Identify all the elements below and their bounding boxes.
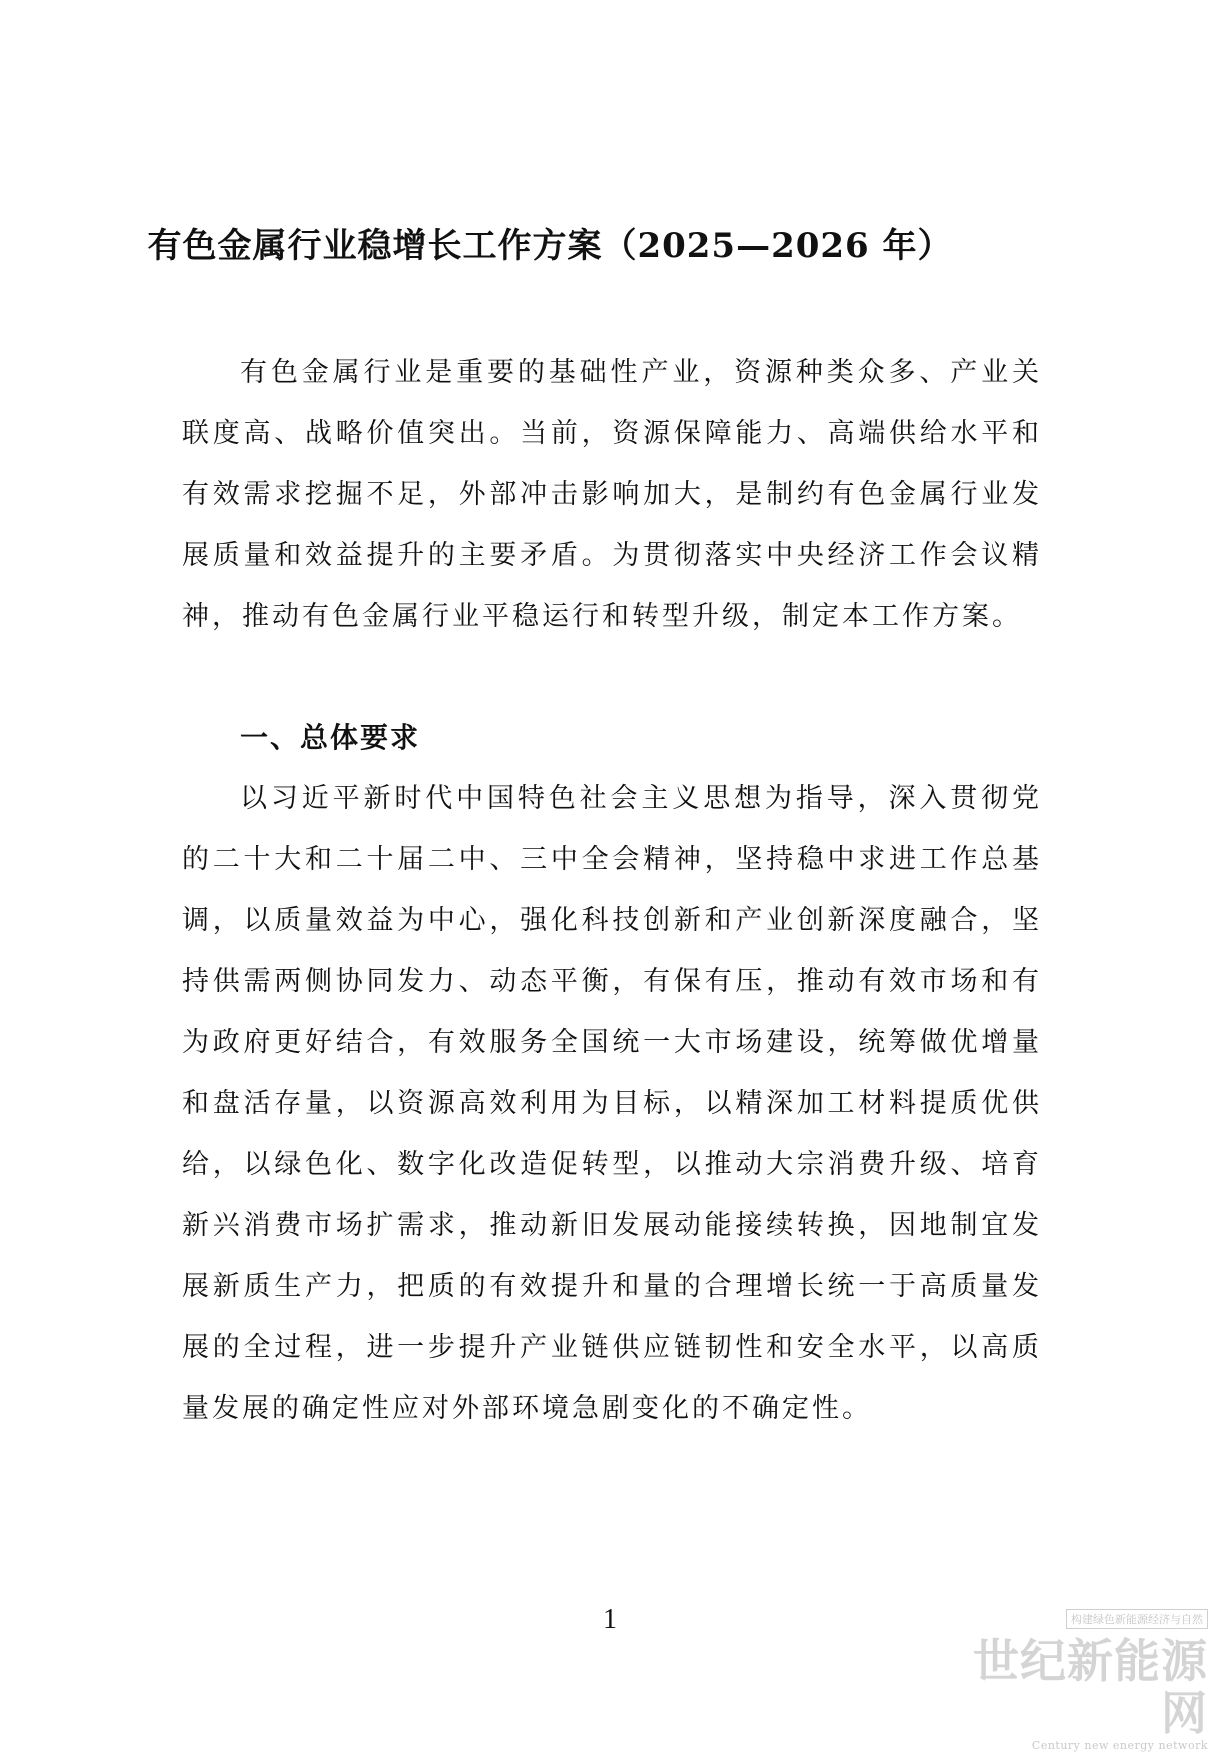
intro-paragraph: 有色金属行业是重要的基础性产业，资源种类众多、产业关联度高、战略价值突出。当前，资源保障能力、高端供给水平和有效需求挖掘不足，外部冲击影响加大，是制约有色金属行业发展质量和效益提升的主要矛盾。为贯彻落实中央经济工作会议精神，推动有色金属行业平稳运行和转型升级，制定本工作方案。 <box>182 357 1042 632</box>
page-number: 1 <box>603 1604 617 1635</box>
watermark-subtitle: Century new energy network <box>1031 1739 1208 1752</box>
document-title: 有色金属行业稳增长工作方案（2025—2026 年） <box>147 226 953 266</box>
section-paragraph: 以习近平新时代中国特色社会主义思想为指导，深入贯彻党的二十大和二十届二中、三中全会精神，坚持稳中求进工作总基调，以质量效益为中心，强化科技创新和产业创新深度融合，坚持供需两侧协同发力、动态平衡，有保有压，推动有效市场和有为政府更好结合，有效服务全国统一大市场建设，统筹做优增量和盘活存量，以资源高效利用为目标，以精深加工材料提质优供给，以绿色化、数字化改造促转型，以推动大宗消费升级、培育新兴消费市场扩需求，推动新旧发展动能接续转换，因地制宜发展新质生产力，把质的有效提升和量的合理增长统一于高质量发展的全过程，进一步提升产业链供应链韧性和安全水平，以高质量发展的确定性应对外部环境急剧变化的不确定性。 <box>182 783 1042 1424</box>
watermark-name: 世纪新能源网 <box>973 1634 1208 1740</box>
section-heading: 一、总体要求 <box>240 721 421 754</box>
watermark-tagline: 构建绿色新能源经济与自然 <box>1066 1609 1208 1629</box>
watermark-logo <box>948 1609 1208 1752</box>
